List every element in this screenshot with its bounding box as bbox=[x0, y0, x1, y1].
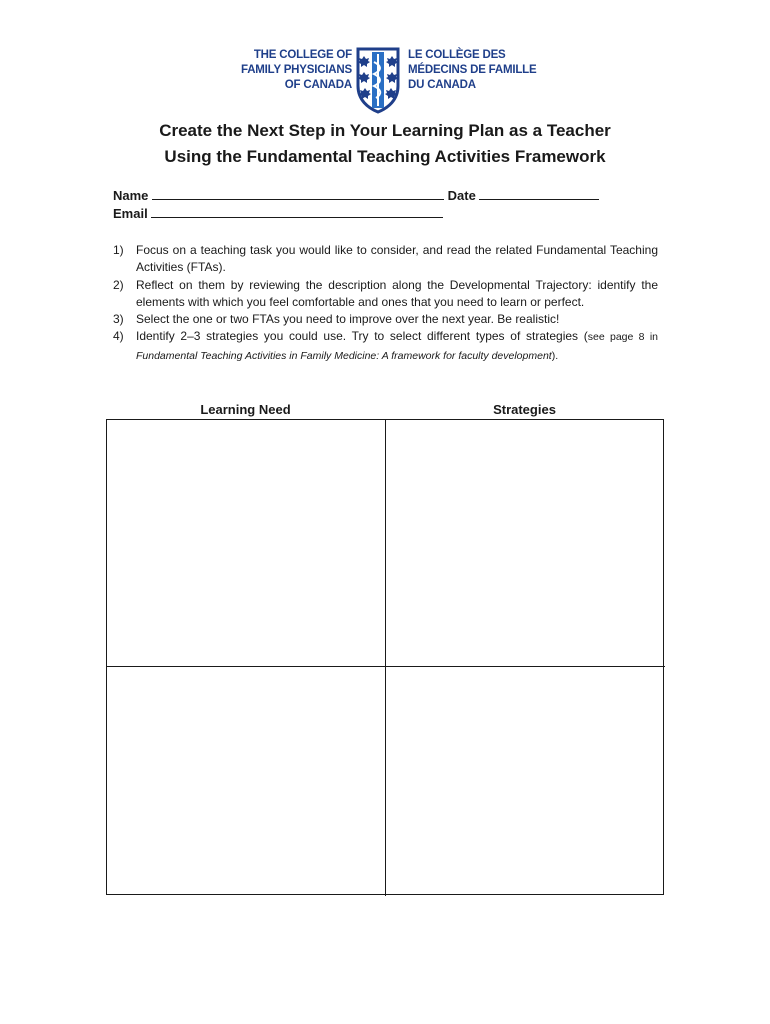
list-item bbox=[113, 311, 658, 328]
logo-english-line: OF CANADA bbox=[284, 79, 352, 91]
step-number: 1) bbox=[113, 243, 124, 257]
learning-need-cell[interactable] bbox=[107, 420, 386, 667]
learning-need-cell[interactable] bbox=[107, 667, 386, 896]
date-label: Date bbox=[447, 188, 476, 203]
title-line: Using the Fundamental Teaching Activities Framework bbox=[164, 147, 606, 166]
strategies-cell[interactable] bbox=[386, 667, 665, 896]
step-number: 2) bbox=[113, 277, 124, 292]
learning-plan-table bbox=[106, 419, 664, 895]
step-reference-close: ). bbox=[551, 349, 559, 362]
strategies-cell[interactable] bbox=[386, 420, 665, 667]
title-line: Create the Next Step in Your Learning Plan as a Teacher bbox=[159, 121, 611, 140]
instructions-list bbox=[113, 242, 658, 365]
list-item bbox=[113, 277, 658, 312]
logo-french-line: MÉDECINS DE FAMILLE bbox=[408, 64, 537, 76]
email-row bbox=[113, 205, 443, 223]
email-field[interactable] bbox=[151, 205, 443, 218]
date-field[interactable] bbox=[479, 187, 599, 200]
step-page-reference: see page 8 in bbox=[587, 331, 658, 344]
logo-french-name bbox=[408, 48, 536, 93]
logo-english-line: THE COLLEGE OF bbox=[253, 49, 352, 61]
logo-english-line: FAMILY PHYSICIANS bbox=[241, 64, 352, 76]
step-text: Select the one or two FTAs you need to improve over the next year. Be realistic! bbox=[136, 312, 560, 327]
step-number: 4) bbox=[113, 329, 124, 344]
list-item bbox=[113, 328, 658, 365]
strategies-header: Strategies bbox=[493, 402, 556, 417]
learning-need-header: Learning Need bbox=[200, 402, 291, 417]
maple-leaf-caduceus-crest-icon bbox=[355, 46, 401, 114]
list-item bbox=[113, 242, 658, 277]
page-title bbox=[0, 118, 770, 170]
logo-french-line: LE COLLÈGE DES bbox=[408, 49, 506, 61]
name-field[interactable] bbox=[152, 187, 444, 200]
step-text: Focus on a teaching task you would like to consider, and read the related Fundamental Teaching Activities (FTAs). bbox=[136, 243, 658, 275]
step-text: Identify 2–3 strategies you could use. Try to select different types of strategies ( bbox=[136, 329, 588, 344]
name-label: Name bbox=[113, 188, 149, 203]
name-date-row bbox=[113, 187, 599, 205]
logo-english-name bbox=[241, 48, 352, 93]
step-number: 3) bbox=[113, 312, 124, 327]
step-reference-title: Fundamental Teaching Activities in Family Medicine: A framework for faculty development bbox=[136, 349, 552, 362]
college-logo bbox=[241, 46, 537, 116]
email-label: Email bbox=[113, 206, 148, 221]
logo-french-line: DU CANADA bbox=[408, 79, 476, 91]
step-text: Reflect on them by reviewing the description along the Developmental Trajectory: identify the elements with which you feel comfortable and ones that you need to learn or perfect. bbox=[136, 277, 658, 309]
